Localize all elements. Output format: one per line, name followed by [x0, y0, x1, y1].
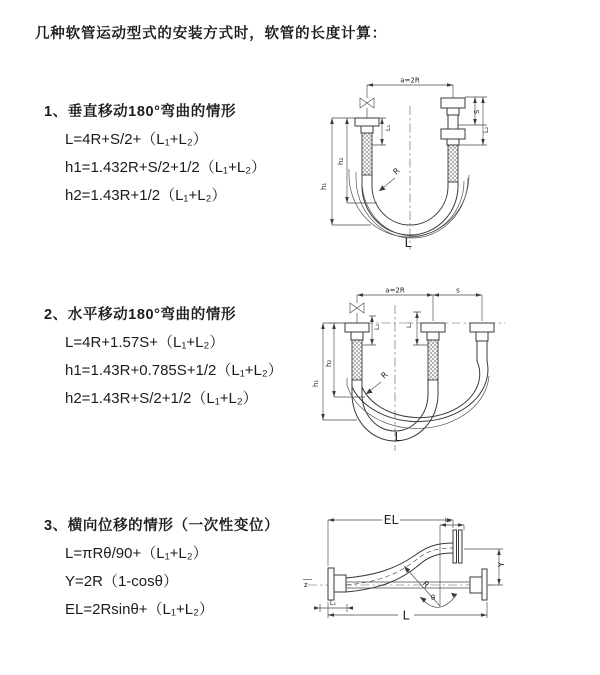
- diagram-lateral-displacement: [300, 505, 595, 665]
- angle-callout: [420, 593, 457, 607]
- right-fitting: [441, 98, 465, 182]
- formula-L: L=πRθ/90+（L₁+L₂）: [65, 545, 208, 562]
- dim-l1-label: L₁: [384, 124, 392, 131]
- left-fitting: [345, 323, 369, 380]
- braided-hose-section: [428, 340, 438, 380]
- axis-mark: [303, 580, 312, 590]
- length-label: L: [394, 429, 402, 444]
- dim-l-label: L: [402, 607, 410, 623]
- dim-y-label: Y: [497, 562, 506, 567]
- section-horizontal-movement: [0, 306, 330, 408]
- section-1-heading: 1、垂直移动180°弯曲的情形: [44, 104, 237, 120]
- dim-h2-label: h₂: [325, 359, 333, 367]
- radius-label: R: [391, 166, 402, 177]
- dim-l2-label: L₂: [482, 126, 490, 133]
- dim-s-label: s: [456, 286, 460, 295]
- hose-s-curve: [346, 543, 453, 592]
- dim-l1: [314, 599, 353, 612]
- top-right-flange: [453, 530, 462, 563]
- left-flange: [328, 568, 346, 600]
- braided-hose-section: [362, 133, 372, 175]
- valve-icon: [360, 98, 374, 118]
- dim-a2r: [367, 77, 453, 99]
- dim-s-label: S: [473, 109, 481, 114]
- dim-l2-label: L₂: [444, 516, 452, 524]
- dim-el-label: EL: [383, 512, 399, 527]
- diagram-horizontal-180-bend: [305, 283, 595, 468]
- formula-h1: h1=1.432R+S/2+1/2（L₁+L₂）: [65, 159, 267, 176]
- formula-L: L=4R+S/2+（L₁+L₂）: [65, 131, 208, 148]
- left-fitting: [355, 118, 379, 175]
- radius-callout: [366, 370, 390, 394]
- formula-h2: h2=1.43R+S/2+1/2（L₁+L₂）: [65, 390, 258, 407]
- braided-hose-section: [352, 340, 362, 380]
- radius-label: R: [379, 370, 390, 381]
- dim-l2-label: L₂: [405, 321, 413, 328]
- dim-h1: [312, 323, 357, 420]
- formula-h1: h1=1.43R+0.785S+1/2（L₁+L₂）: [65, 362, 283, 379]
- dim-h2-label: h₂: [337, 157, 345, 165]
- formula-h2: h2=1.43R+1/2（L₁+L₂）: [65, 187, 227, 204]
- radius-label: R: [420, 579, 431, 590]
- section-2-heading: 2、水平移动180°弯曲的情形: [44, 307, 237, 323]
- dim-l: [328, 602, 487, 623]
- dim-h1-label: h₁: [312, 379, 320, 387]
- right-flange: [470, 569, 487, 600]
- axis-mark-label: z: [304, 581, 308, 589]
- dim-el: [328, 512, 453, 566]
- section-vertical-movement: [0, 103, 330, 205]
- angle-label: θ: [430, 594, 436, 602]
- length-label: L: [404, 235, 412, 250]
- section-lateral-displacement: [0, 517, 330, 619]
- page-title: 几种软管运动型式的安装方式时，软管的长度计算：: [35, 26, 387, 42]
- dim-l1-label: L₁: [373, 323, 381, 330]
- formula-EL: EL=2Rsinθ+（L₁+L₂）: [65, 601, 214, 618]
- dim-h1-label: h₁: [320, 182, 328, 190]
- valve-icon: [350, 303, 364, 323]
- middle-fitting: [421, 323, 445, 380]
- diagram-vertical-180-bend: [315, 72, 590, 267]
- braided-hose-section: [448, 145, 458, 182]
- dim-l1-label: L₁: [329, 599, 337, 607]
- section-3-heading: 3、横向位移的情形（一次性变位）: [44, 518, 280, 534]
- dim-l2: [481, 97, 490, 145]
- dim-a2r-label: a=2R: [400, 76, 420, 85]
- formula-L: L=4R+1.57S+（L₁+L₂）: [65, 334, 225, 351]
- formula-Y: Y=2R（1-cosθ）: [65, 573, 178, 590]
- dim-a2r-label: a=2R: [385, 286, 405, 295]
- radius-callout: [379, 166, 402, 191]
- right-fitting: [470, 323, 494, 341]
